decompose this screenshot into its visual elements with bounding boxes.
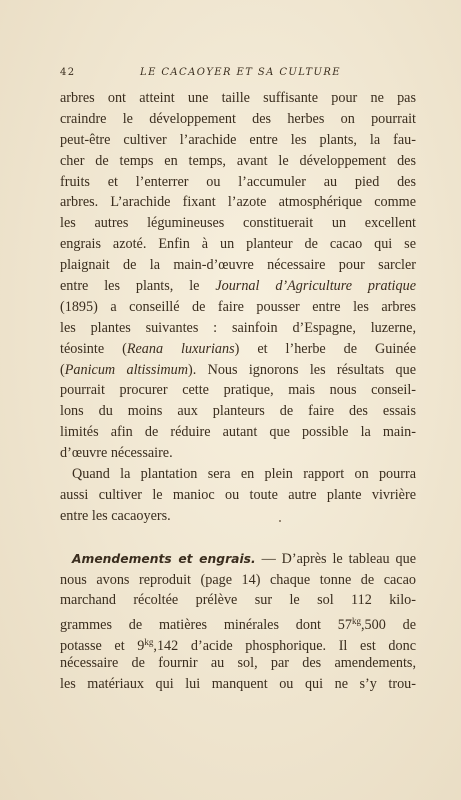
section-heading: Amendements et engrais. <box>72 551 256 566</box>
text-line <box>60 276 416 297</box>
paragraph-1 <box>60 88 416 464</box>
text-line <box>60 360 416 381</box>
body-text <box>60 88 416 695</box>
text-line: engrais azoté. Enfin à un planteur de cacao qui se <box>60 236 416 253</box>
text-segment: ). Nous ignorons les résultats que <box>187 361 416 378</box>
text-line: les autres légumineuses constituerait un excellent <box>60 215 416 232</box>
text-line: (1895) a conseillé de faire pousser entre les arbres <box>60 298 416 315</box>
page-number: 42 <box>60 67 76 78</box>
latin-name: Panicum altissimum <box>64 361 188 378</box>
unit-superscript: kg <box>351 616 361 627</box>
text-line: limités afin de réduire autant que possible la main- <box>60 424 416 441</box>
text-segment: ,142 d’acide phosphorique. Il est donc <box>153 638 417 655</box>
text-line: arbres. L’arachide fixant l’azote atmosphérique comme <box>60 194 416 211</box>
text-line: aussi cultiver le manioc ou toute autre plante vivrière <box>60 486 416 503</box>
text-line: nécessaire de fournir au sol, par des amendements, <box>60 655 416 672</box>
text-line: les matériaux qui lui manquent ou qui ne s’y trou- <box>60 676 416 693</box>
ink-speck <box>279 520 281 522</box>
text-segment: potasse et 9 <box>60 638 145 655</box>
text-segment: ) et l’herbe de Guinée <box>234 340 417 357</box>
paragraph-gap <box>60 527 416 549</box>
text-line: plaignait de la main-d’œuvre nécessaire pour sarcler <box>60 257 416 274</box>
text-line <box>60 632 416 653</box>
latin-name: Reana luxurians <box>126 340 235 357</box>
running-title: LE CACAOYER ET SA CULTURE <box>140 67 341 78</box>
text-line <box>60 611 416 632</box>
text-line: nous avons reproduit (page 14) chaque tonne de cacao <box>60 571 416 588</box>
text-line: d’œuvre nécessaire. <box>60 445 173 462</box>
text-line: les plantes suivantes : sainfoin d’Espagne, luzerne, <box>60 319 416 336</box>
paragraph-2 <box>60 464 416 527</box>
text-line: marchand récoltée prélève sur le sol 112 kilo- <box>60 592 416 609</box>
text-line <box>60 549 416 570</box>
text-segment: — D’après le tableau que <box>255 550 416 567</box>
text-line: lons du moins aux planteurs de faire des essais <box>60 403 416 420</box>
paragraph-3 <box>60 549 416 695</box>
unit-superscript: kg <box>144 637 154 648</box>
text-segment: entre les plants, le <box>60 278 216 295</box>
text-line <box>60 339 416 360</box>
text-line: Quand la plantation sera en plein rapport on pourra <box>72 466 416 483</box>
journal-title: Journal d’Agriculture pratique <box>215 278 416 295</box>
text-segment: ( <box>60 361 65 378</box>
text-line: pourrait procurer cette pratique, mais nous conseil- <box>60 382 416 399</box>
text-line: fruits et l’enterrer ou l’accumuler au pied des <box>60 173 416 190</box>
page-header <box>0 67 461 81</box>
text-line: entre les cacaoyers. <box>60 507 171 524</box>
text-line: cher de temps en temps, avant le développement des <box>60 152 416 169</box>
text-line: peut-être cultiver l’arachide entre les plants, la fau- <box>60 131 416 148</box>
text-segment: grammes de matières minérales dont 57 <box>60 617 352 634</box>
text-line: craindre le développement des herbes on pourrait <box>60 110 416 127</box>
text-segment: téosinte ( <box>60 340 127 357</box>
text-line: arbres ont atteint une taille suffisante pour ne pas <box>60 90 416 106</box>
text-segment: ,500 de <box>360 617 416 634</box>
